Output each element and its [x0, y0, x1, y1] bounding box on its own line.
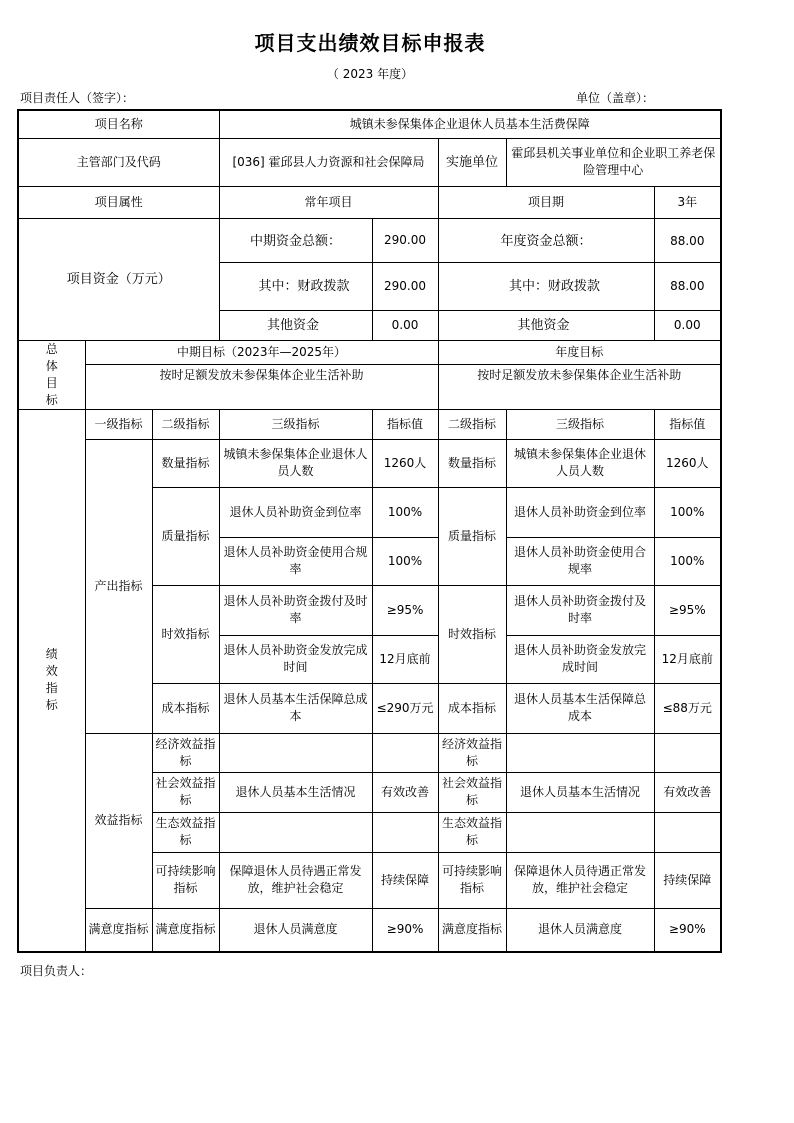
timeliness-label: 时效指标 [152, 585, 219, 683]
economic-label: 经济效益指标 [152, 733, 219, 772]
mid-goal-text: 按时足额发放未参保集体企业生活补助 [85, 364, 438, 409]
output-label: 产出指标 [85, 439, 152, 733]
annual-fiscal-value: 88.00 [654, 262, 721, 310]
h-level1: 一级指标 [85, 409, 152, 439]
annual-total-value: 88.00 [654, 218, 721, 262]
table-row-value: 有效改善 [372, 772, 438, 812]
mid-fiscal-value: 290.00 [372, 262, 438, 310]
table-row-value: 12月底前 [654, 635, 721, 683]
economic-label-annual: 经济效益指标 [438, 733, 506, 772]
table-row-value: 1260人 [654, 439, 721, 487]
table-row-value: ≥95% [654, 585, 721, 635]
project-name-label: 项目名称 [18, 110, 219, 138]
h-level3-annual: 三级指标 [506, 409, 654, 439]
ecological-label: 生态效益指标 [152, 812, 219, 852]
table-row-value: ≥95% [372, 585, 438, 635]
page-title: 项目支出绩效目标申报表 [254, 31, 486, 55]
project-name: 城镇未参保集体企业退休人员基本生活费保障 [219, 110, 721, 138]
table-row-value: 100% [654, 537, 721, 585]
table-row-value: ≥90% [372, 908, 438, 952]
performance-goal-table [17, 109, 722, 953]
table-row [219, 733, 372, 772]
period-label: 项目期 [438, 186, 654, 218]
quality-label: 质量指标 [152, 487, 219, 585]
attr-value: 常年项目 [219, 186, 438, 218]
report-year: （ 2023 年度） [326, 67, 414, 81]
mid-fiscal-label: 其中：财政拨款 [219, 262, 372, 310]
ecological-label-annual: 生态效益指标 [438, 812, 506, 852]
satisfaction-label: 满意度指标 [85, 908, 152, 952]
table-row: 退休人员补助资金到位率 [506, 487, 654, 537]
timeliness-label-annual: 时效指标 [438, 585, 506, 683]
h-value-annual: 指标值 [654, 409, 721, 439]
h-value: 指标值 [372, 409, 438, 439]
quantity-label-annual: 数量指标 [438, 439, 506, 487]
table-row-value: 100% [372, 537, 438, 585]
annual-goal-header: 年度目标 [438, 340, 721, 364]
table-row-value: 持续保障 [372, 852, 438, 908]
table-row: 退休人员补助资金发放完成时间 [219, 635, 372, 683]
project-owner-label: 项目负责人： [20, 964, 93, 978]
table-row: 退休人员基本生活情况 [506, 772, 654, 812]
table-row-value: 12月底前 [372, 635, 438, 683]
sustainable-label: 可持续影响指标 [152, 852, 219, 908]
satisfaction-l2-label: 满意度指标 [152, 908, 219, 952]
mid-other-label: 其他资金 [219, 310, 372, 340]
table-row: 城镇未参保集体企业退休人员人数 [219, 439, 372, 487]
cost-label-annual: 成本指标 [438, 683, 506, 733]
table-row: 退休人员满意度 [219, 908, 372, 952]
indicators-label: 绩效指标 [18, 409, 85, 952]
unit-seal-label: 单位（盖章）： [576, 91, 655, 105]
table-row-value: 持续保障 [654, 852, 721, 908]
annual-goal-text: 按时足额发放未参保集体企业生活补助 [438, 364, 721, 409]
sustainable-label-annual: 可持续影响指标 [438, 852, 506, 908]
annual-fiscal-label: 其中：财政拨款 [438, 262, 654, 310]
mid-total-value: 290.00 [372, 218, 438, 262]
period-value: 3年 [654, 186, 721, 218]
benefit-label: 效益指标 [85, 733, 152, 908]
annual-other-value: 0.00 [654, 310, 721, 340]
quality-label-annual: 质量指标 [438, 487, 506, 585]
funds-label: 项目资金（万元） [18, 218, 219, 340]
mid-total-label: 中期资金总额： [219, 218, 372, 262]
table-row-value: 100% [372, 487, 438, 537]
table-row-value: ≥90% [654, 908, 721, 952]
dept-label: 主管部门及代码 [18, 138, 219, 186]
table-row: 保障退休人员待遇正常发放，维护社会稳定 [219, 852, 372, 908]
table-row: 退休人员补助资金拨付及时率 [506, 585, 654, 635]
table-row-value: 100% [654, 487, 721, 537]
table-row-value [654, 733, 721, 772]
table-row-value [372, 733, 438, 772]
responsible-person-label: 项目责任人（签字）： [20, 91, 135, 105]
table-row: 保障退休人员待遇正常发放，维护社会稳定 [506, 852, 654, 908]
quantity-label: 数量指标 [152, 439, 219, 487]
table-row-value [372, 812, 438, 852]
table-row-value: ≤88万元 [654, 683, 721, 733]
table-row [506, 812, 654, 852]
table-row: 退休人员补助资金拨付及时率 [219, 585, 372, 635]
annual-total-label: 年度资金总额： [438, 218, 654, 262]
table-row: 退休人员补助资金使用合规率 [506, 537, 654, 585]
table-row: 退休人员基本生活保障总成本 [506, 683, 654, 733]
table-row: 退休人员补助资金到位率 [219, 487, 372, 537]
satisfaction-l2-label-annual: 满意度指标 [438, 908, 506, 952]
table-row-value [654, 812, 721, 852]
mid-goal-header: 中期目标（2023年—2025年） [85, 340, 438, 364]
h-level3: 三级指标 [219, 409, 372, 439]
table-row: 退休人员补助资金使用合规率 [219, 537, 372, 585]
table-row: 退休人员基本生活情况 [219, 772, 372, 812]
h-level2-annual: 二级指标 [438, 409, 506, 439]
table-row [506, 733, 654, 772]
table-row: 退休人员基本生活保障总成本 [219, 683, 372, 733]
attr-label: 项目属性 [18, 186, 219, 218]
table-row: 退休人员满意度 [506, 908, 654, 952]
mid-other-value: 0.00 [372, 310, 438, 340]
overall-goal-label: 总体目标 [18, 340, 85, 409]
h-level2: 二级指标 [152, 409, 219, 439]
dept-value: [036] 霍邱县人力资源和社会保障局 [219, 138, 438, 186]
annual-other-label: 其他资金 [438, 310, 654, 340]
table-row-value: 有效改善 [654, 772, 721, 812]
impl-label: 实施单位 [438, 138, 506, 186]
social-label-annual: 社会效益指标 [438, 772, 506, 812]
impl-value: 霍邱县机关事业单位和企业职工养老保险管理中心 [506, 138, 721, 186]
table-row-value: 1260人 [372, 439, 438, 487]
table-row: 退休人员补助资金发放完成时间 [506, 635, 654, 683]
table-row-value: ≤290万元 [372, 683, 438, 733]
social-label: 社会效益指标 [152, 772, 219, 812]
table-row [219, 812, 372, 852]
cost-label: 成本指标 [152, 683, 219, 733]
table-row: 城镇未参保集体企业退休人员人数 [506, 439, 654, 487]
